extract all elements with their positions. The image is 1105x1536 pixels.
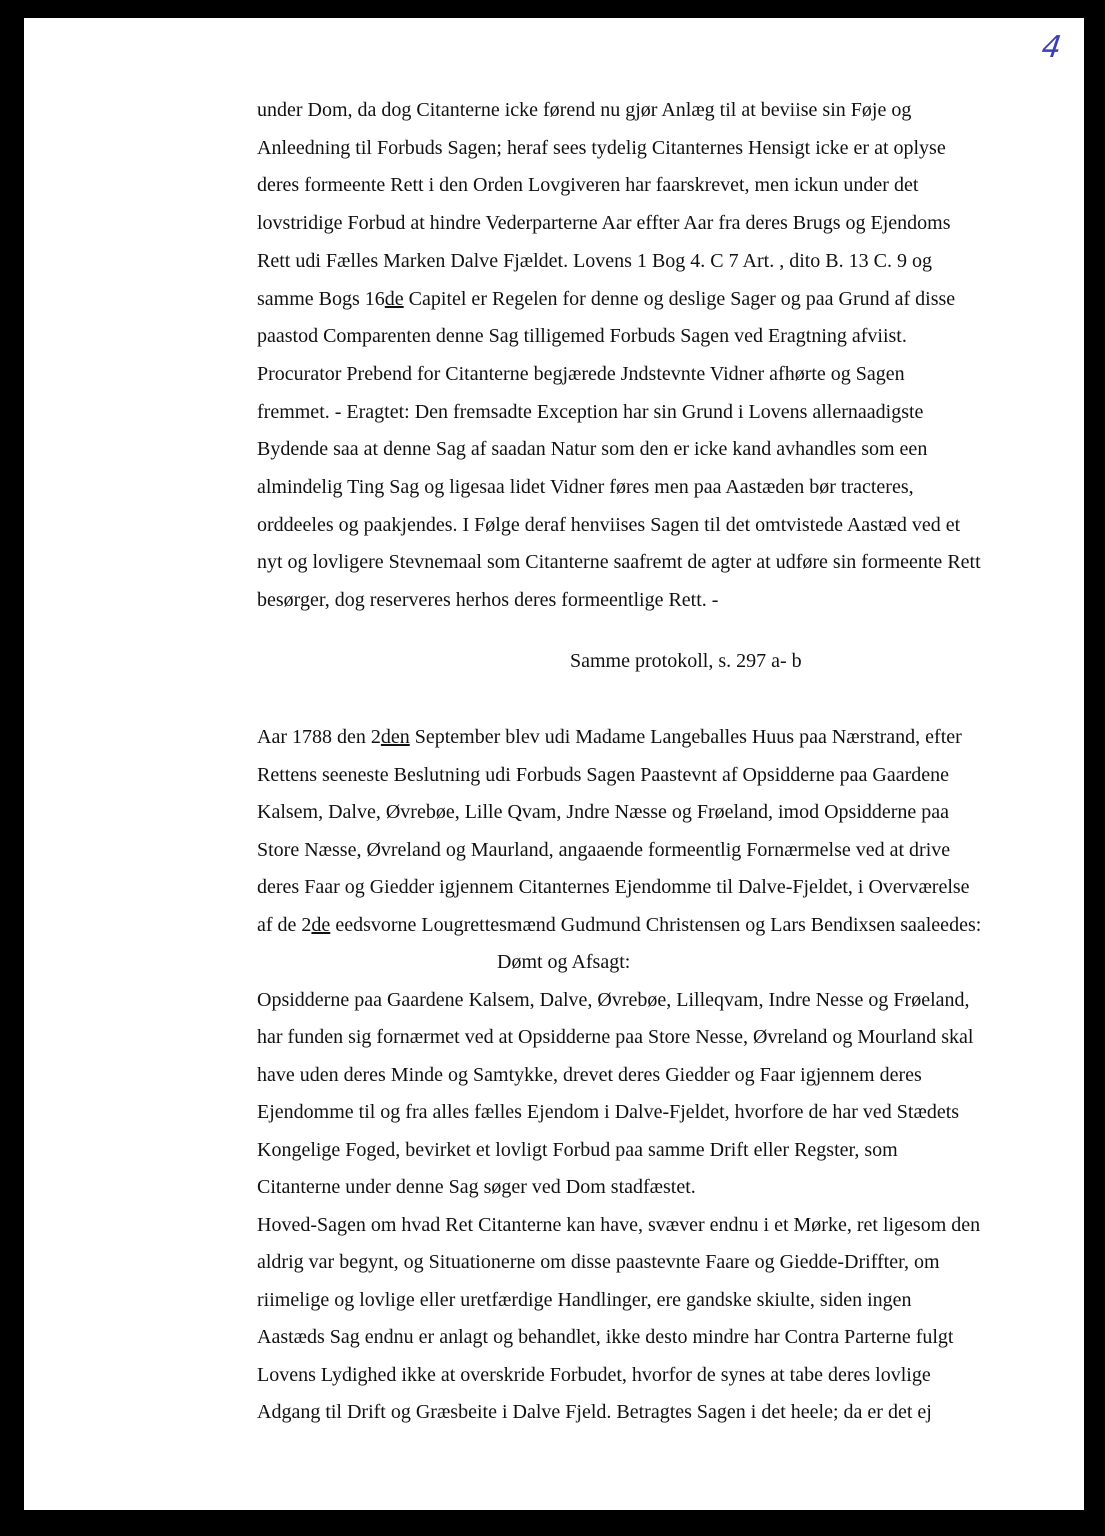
text-line: Procurator Prebend for Citanterne begjærede Jndstevnte Vidner afhørte og Sagen [257, 362, 905, 385]
text-line: Dømt og Afsagt: [497, 951, 631, 973]
text-line: almindelig Ting Sag og ligesaa lidet Vidner føres men paa Aastæden bør tracteres, [257, 476, 914, 498]
underlined-suffix: den [380, 726, 410, 748]
text-line [257, 913, 981, 937]
text-segment: af de 2 [257, 913, 312, 936]
text-line: nyt og lovligere Stevnemaal som Citanterne saafremt de agter at udføre sin formeente Rett [257, 551, 981, 574]
text-line: have uden deres Minde og Samtykke, drevet deres Giedder og Faar igjennem deres [257, 1063, 922, 1086]
text-line: lovstridige Forbud at hindre Vederparterne Aar effter Aar fra deres Brugs og Ejendoms [257, 212, 951, 235]
text-line [257, 725, 962, 749]
text-line: Adgang til Drift og Græsbeite i Dalve Fjeld. Betragtes Sagen i det heele; da er det ej [257, 1401, 932, 1423]
text-line: aldrig var begynt, og Situationerne om disse paastevnte Faare og Giedde-Driffter, om [257, 1251, 940, 1273]
text-line: Opsidderne paa Gaardene Kalsem, Dalve, Øvrebøe, Lilleqvam, Indre Nesse og Frøeland, [257, 988, 970, 1011]
text-line: Anleedning til Forbuds Sagen; heraf sees tydelig Citanternes Hensigt icke er at oplyse [257, 136, 946, 159]
text-line: Kalsem, Dalve, Øvrebøe, Lille Qvam, Jndre Næsse og Frøeland, imod Opsidderne paa [257, 801, 950, 823]
text-line: riimelige og lovlige eller uretfærdige Handlinger, ere gandske skiulte, siden ingen [257, 1288, 912, 1311]
text-line: orddeeles og paakjendes. I Følge deraf henviises Sagen til det omtvistede Aastæd ved et [257, 513, 961, 536]
source-reference: Samme protokoll, s. 297 a- b [570, 650, 802, 672]
text-line: Citanterne under denne Sag søger ved Dom stadfæstet. [257, 1176, 696, 1198]
text-line: fremmet. - Eragtet: Den fremsadte Exception har sin Grund i Lovens allernaadigste [257, 400, 924, 423]
text-line: Rett udi Fælles Marken Dalve Fjældet. Lovens 1 Bog 4. C 7 Art. , dito B. 13 C. 9 og [257, 249, 932, 272]
document-page [24, 18, 1084, 1510]
text-line: Kongelige Foged, bevirket et lovligt Forbud paa samme Drift eller Regster, som [257, 1138, 898, 1161]
text-segment: eedsvorne Lougrettesmænd Gudmund Christensen og Lars Bendixsen saaleedes: [330, 913, 982, 936]
text-line: har funden sig fornærmet ved at Opsidderne paa Store Nesse, Øvreland og Mourland skal [257, 1026, 974, 1048]
text-line: deres formeente Rett i den Orden Lovgiveren har faarskrevet, men ickun under det [257, 174, 919, 197]
text-segment: Capitel er Regelen for denne og deslige Sager og paa Grund af disse [403, 287, 956, 310]
text-line: Hoved-Sagen om hvad Ret Citanterne kan have, svæver endnu i et Mørke, ret ligesom den [257, 1213, 981, 1236]
underlined-suffix: de [311, 913, 331, 936]
text-line [257, 287, 955, 311]
text-line: Rettens seeneste Beslutning udi Forbuds Sagen Paastevnt af Opsidderne paa Gaardene [257, 763, 950, 786]
text-segment: samme Bogs 16 [257, 287, 385, 310]
underlined-suffix: de [384, 287, 404, 310]
text-line: besørger, dog reserveres herhos deres formeentlige Rett. - [257, 589, 719, 612]
text-line: Aastæds Sag endnu er anlagt og behandlet, ikke desto mindre har Contra Parterne fulgt [257, 1326, 954, 1348]
text-line: paastod Comparenten denne Sag tilligemed Forbuds Sagen ved Eragtning afviist. [257, 325, 907, 348]
text-segment: September blev udi Madame Langeballes Huus paa Nærstrand, efter [409, 726, 962, 748]
text-line: under Dom, da dog Citanterne icke førend nu gjør Anlæg til at beviise sin Føje og [257, 99, 912, 121]
text-segment: Aar 1788 den 2 [257, 726, 381, 748]
text-line: Ejendomme til og fra alles fælles Ejendom i Dalve-Fjeldet, hvorfore de har ved Stædets [257, 1101, 960, 1123]
text-line: Bydende saa at denne Sag af saadan Natur som den er icke kand avhandles som een [257, 438, 928, 461]
text-line: deres Faar og Giedder igjennem Citanternes Ejendomme til Dalve-Fjeldet, i Overværelse [257, 876, 970, 898]
handwritten-page-number: 4 [1039, 30, 1064, 65]
text-line: Store Næsse, Øvreland og Maurland, angaaende formeentlig Fornærmelse ved at drive [257, 838, 951, 861]
text-line: Lovens Lydighed ikke at overskride Forbudet, hvorfor de synes at tabe deres lovlige [257, 1363, 931, 1386]
